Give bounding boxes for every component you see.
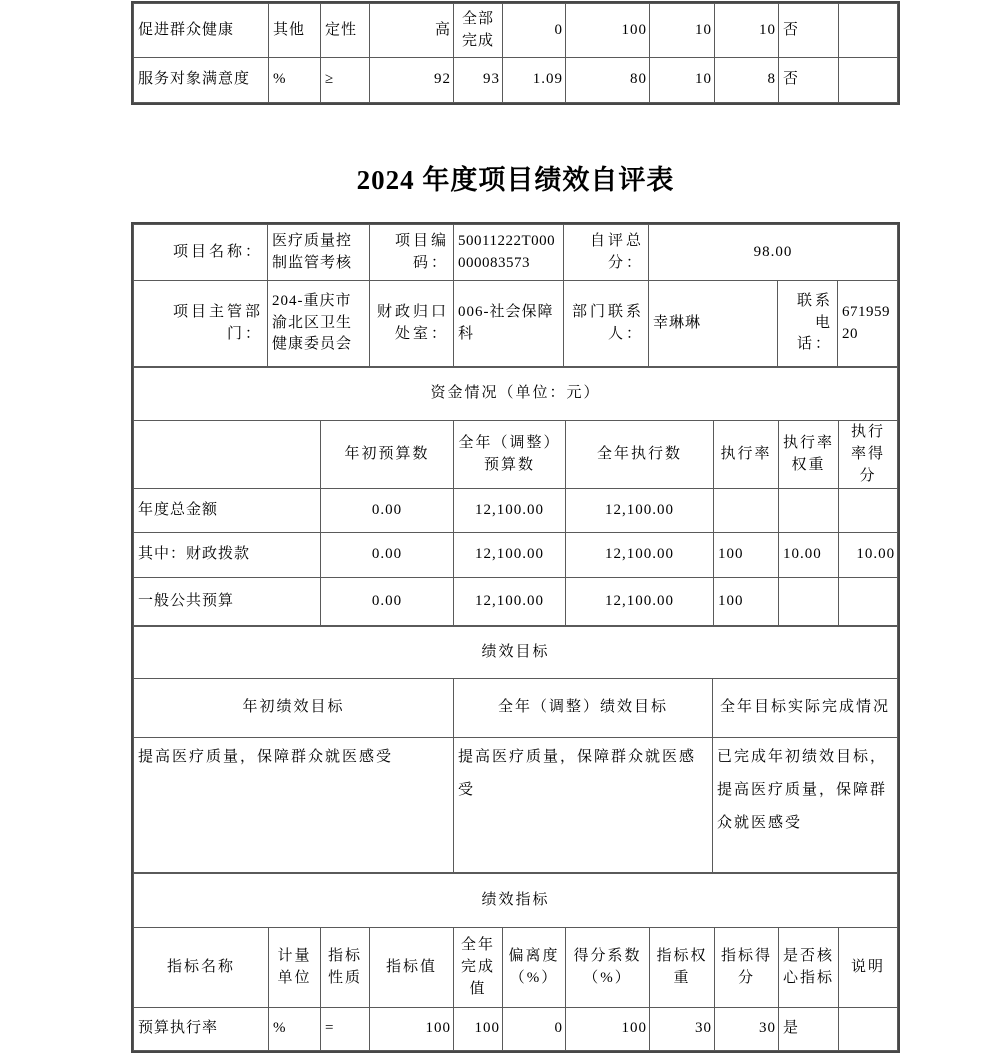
- indicators-section-row: [134, 874, 898, 928]
- project-code-label: 项目编码：: [370, 225, 454, 281]
- core-indicator-cell: 否: [779, 58, 839, 103]
- funding-header-row: [134, 421, 898, 489]
- funding-item-cell: 年度总金额: [134, 489, 321, 533]
- goal-header-initial: 年初绩效目标: [134, 679, 454, 738]
- goal-header-adjusted: 全年（调整）绩效目标: [454, 679, 713, 738]
- self-evaluation-table: [131, 222, 900, 1053]
- funding-rate-weight-cell: 10.00: [779, 533, 839, 578]
- funding-grid: [133, 367, 898, 626]
- score-cell: 8: [715, 58, 779, 103]
- completion-value-cell: 全部完成: [454, 4, 503, 58]
- funding-header-blank: [134, 421, 321, 489]
- funding-initial-cell: 0.00: [321, 533, 454, 578]
- funding-adjusted-cell: 12,100.00: [454, 489, 566, 533]
- deviation-cell: 0: [503, 1008, 566, 1051]
- project-name-row: [134, 225, 898, 281]
- core-indicator-cell: 是: [779, 1008, 839, 1051]
- funding-row-fiscal: [134, 533, 898, 578]
- funding-item-cell: 一般公共预算: [134, 578, 321, 626]
- funding-rate-cell: 100: [714, 578, 779, 626]
- weight-cell: 10: [650, 58, 715, 103]
- funding-row-total: [134, 489, 898, 533]
- completion-value-cell: 93: [454, 58, 503, 103]
- indicator-header-note: 说明: [839, 928, 898, 1008]
- goal-header-actual: 全年目标实际完成情况: [713, 679, 898, 738]
- funding-section-row: [134, 368, 898, 421]
- project-info-grid: [133, 224, 898, 367]
- funding-header-executed: 全年执行数: [566, 421, 714, 489]
- funding-header-execution-rate: 执行率: [714, 421, 779, 489]
- funding-rate-cell: [714, 489, 779, 533]
- score-cell: 10: [715, 4, 779, 58]
- funding-header-initial-budget: 年初预算数: [321, 421, 454, 489]
- indicators-section-title: 绩效指标: [134, 874, 898, 928]
- unit-cell: 其他: [269, 4, 321, 58]
- indicator-row: [134, 58, 898, 103]
- project-name-label: 项目名称：: [134, 225, 268, 281]
- funding-executed-cell: 12,100.00: [566, 489, 714, 533]
- indicator-header-score: 指标得分: [715, 928, 779, 1008]
- deviation-cell: 0: [503, 4, 566, 58]
- page-title: 2024 年度项目绩效自评表: [356, 165, 675, 195]
- goal-actual-cell: 已完成年初绩效目标，提高医疗质量，保障群众就医感受: [713, 738, 898, 873]
- funding-rate-score-cell: [839, 578, 898, 626]
- indicator-name-cell: 服务对象满意度: [134, 58, 269, 103]
- funding-row-general-budget: [134, 578, 898, 626]
- unit-cell: %: [269, 58, 321, 103]
- funding-rate-score-cell: [839, 489, 898, 533]
- score-coefficient-cell: 100: [566, 4, 650, 58]
- nature-cell: =: [321, 1008, 370, 1051]
- note-cell: [839, 4, 898, 58]
- indicator-header-name: 指标名称: [134, 928, 269, 1008]
- finance-office-label: 财政归口处室：: [370, 281, 454, 367]
- weight-cell: 30: [650, 1008, 715, 1051]
- goals-header-row: [134, 679, 898, 738]
- completion-value-cell: 100: [454, 1008, 503, 1051]
- indicators-continued-grid: [133, 3, 898, 103]
- indicators-grid: [133, 873, 898, 1051]
- funding-executed-cell: 12,100.00: [566, 578, 714, 626]
- funding-item-cell: 其中：财政拨款: [134, 533, 321, 578]
- indicator-header-nature: 指标性质: [321, 928, 370, 1008]
- funding-initial-cell: 0.00: [321, 578, 454, 626]
- goals-section-row: [134, 627, 898, 679]
- note-cell: [839, 1008, 898, 1051]
- indicator-header-completion: 全年完成值: [454, 928, 503, 1008]
- deviation-cell: 1.09: [503, 58, 566, 103]
- funding-rate-cell: 100: [714, 533, 779, 578]
- indicator-name-cell: 促进群众健康: [134, 4, 269, 58]
- phone-label: 联系电话：: [778, 281, 838, 367]
- indicator-header-unit: 计量单位: [269, 928, 321, 1008]
- indicators-continued-table: [131, 1, 900, 105]
- note-cell: [839, 58, 898, 103]
- core-indicator-cell: 否: [779, 4, 839, 58]
- score-coefficient-cell: 100: [566, 1008, 650, 1051]
- funding-section-title: 资金情况（单位：元）: [134, 368, 898, 421]
- target-value-cell: 高: [370, 4, 454, 58]
- indicator-row-budget-execution: [134, 1008, 898, 1051]
- contact-label: 部门联系人：: [564, 281, 649, 367]
- goals-grid: [133, 626, 898, 873]
- funding-header-rate-score: 执行率得分: [839, 421, 898, 489]
- indicator-name-cell: 预算执行率: [134, 1008, 269, 1051]
- goals-section-title: 绩效目标: [134, 627, 898, 679]
- contact-value: 幸琳琳: [649, 281, 778, 367]
- funding-rate-weight-cell: [779, 578, 839, 626]
- funding-header-adjusted-budget: 全年（调整）预算数: [454, 421, 566, 489]
- self-score-label: 自评总分：: [564, 225, 649, 281]
- funding-adjusted-cell: 12,100.00: [454, 578, 566, 626]
- goal-initial-cell: 提高医疗质量，保障群众就医感受: [134, 738, 454, 873]
- score-coefficient-cell: 80: [566, 58, 650, 103]
- funding-adjusted-cell: 12,100.00: [454, 533, 566, 578]
- goal-adjusted-cell: 提高医疗质量，保障群众就医感受: [454, 738, 713, 873]
- funding-initial-cell: 0.00: [321, 489, 454, 533]
- project-name-value: 医疗质量控制监管考核: [268, 225, 370, 281]
- funding-rate-score-cell: 10.00: [839, 533, 898, 578]
- target-value-cell: 100: [370, 1008, 454, 1051]
- weight-cell: 10: [650, 4, 715, 58]
- project-dept-row: [134, 281, 898, 367]
- phone-value: 67195920: [838, 281, 898, 367]
- indicator-header-score-coefficient: 得分系数（%）: [566, 928, 650, 1008]
- dept-label: 项目主管部门：: [134, 281, 268, 367]
- indicator-header-target: 指标值: [370, 928, 454, 1008]
- goals-content-row: [134, 738, 898, 873]
- dept-value: 204-重庆市渝北区卫生健康委员会: [268, 281, 370, 367]
- funding-executed-cell: 12,100.00: [566, 533, 714, 578]
- indicator-header-core: 是否核心指标: [779, 928, 839, 1008]
- funding-rate-weight-cell: [779, 489, 839, 533]
- funding-header-rate-weight: 执行率权重: [779, 421, 839, 489]
- nature-cell: ≥: [321, 58, 370, 103]
- project-code-value: 50011222T000000083573: [454, 225, 564, 281]
- indicator-row: [134, 4, 898, 58]
- indicator-header-deviation: 偏离度（%）: [503, 928, 566, 1008]
- unit-cell: %: [269, 1008, 321, 1051]
- indicators-header-row: [134, 928, 898, 1008]
- score-cell: 30: [715, 1008, 779, 1051]
- target-value-cell: 92: [370, 58, 454, 103]
- nature-cell: 定性: [321, 4, 370, 58]
- self-score-value: 98.00: [649, 225, 898, 281]
- indicator-header-weight: 指标权重: [650, 928, 715, 1008]
- finance-office-value: 006-社会保障科: [454, 281, 564, 367]
